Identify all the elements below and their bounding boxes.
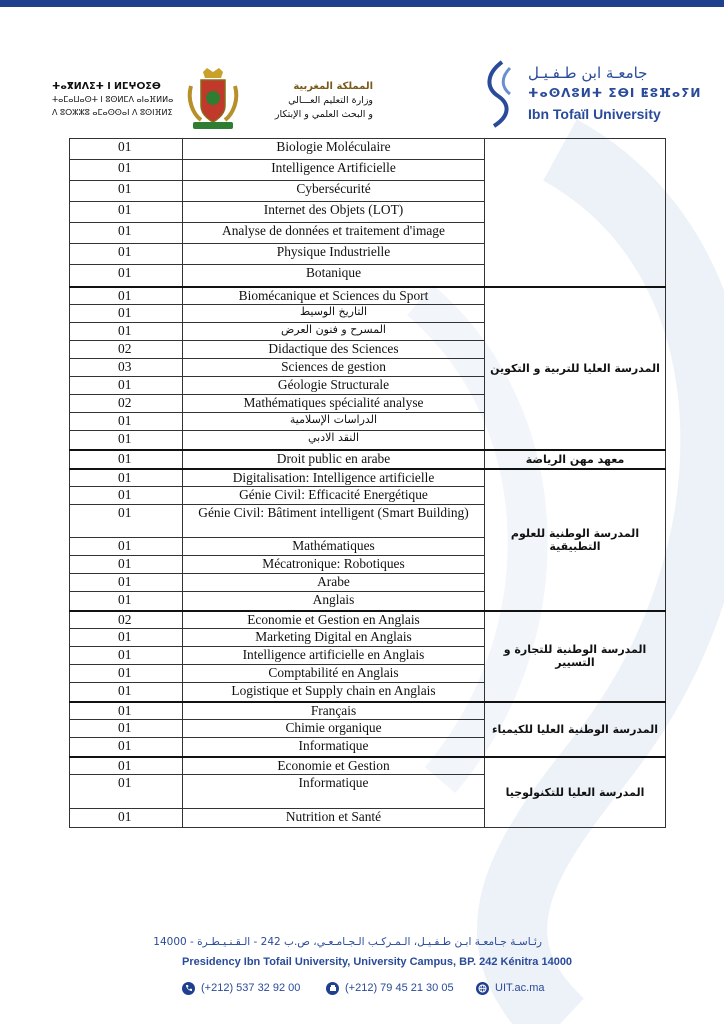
count-cell: 03 bbox=[70, 359, 183, 377]
count-cell: 01 bbox=[70, 757, 183, 775]
address-english: Presidency Ibn Tofail University, University Campus, BP. 242 Kénitra 14000 bbox=[182, 956, 573, 968]
program-cell: Comptabilité en Anglais bbox=[183, 665, 485, 683]
tifinagh-ministry: ⵜⴰⵎⴰⵡⴰⵙⵜ ⵏ ⵓⵙⵍⵎⴷ ⴰⵏⴰⴼⵍⵍⴰ bbox=[52, 95, 174, 104]
school-cell bbox=[485, 139, 666, 287]
table-row bbox=[70, 611, 666, 629]
program-cell: Géologie Structurale bbox=[183, 377, 485, 395]
table-row bbox=[70, 287, 666, 305]
table-row bbox=[70, 702, 666, 720]
globe-icon bbox=[476, 982, 489, 995]
phone-number: (+212) 537 32 92 00 bbox=[201, 982, 301, 994]
program-cell: Nutrition et Santé bbox=[183, 809, 485, 828]
count-cell: 01 bbox=[70, 244, 183, 265]
program-cell: Internet des Objets (LOT) bbox=[183, 202, 485, 223]
count-cell: 01 bbox=[70, 592, 183, 611]
program-cell: Intelligence artificielle en Anglais bbox=[183, 647, 485, 665]
count-cell: 01 bbox=[70, 775, 183, 809]
program-cell: النقد الادبي bbox=[183, 431, 485, 450]
program-cell: Didactique des Sciences bbox=[183, 341, 485, 359]
program-cell: Analyse de données et traitement d'image bbox=[183, 223, 485, 244]
school-cell: المدرسة الوطنية العليا للكيمياء bbox=[485, 702, 666, 757]
count-cell: 01 bbox=[70, 202, 183, 223]
program-cell: Economie et Gestion en Anglais bbox=[183, 611, 485, 629]
count-cell: 01 bbox=[70, 809, 183, 828]
tifinagh-kingdom: ⵜⴰⴳⵍⴷⵉⵜ ⵏ ⵍⵎⵖⵔⵉⴱ bbox=[52, 81, 161, 92]
program-cell: التاريخ الوسيط bbox=[183, 305, 485, 323]
fax-icon bbox=[326, 982, 339, 995]
count-cell: 01 bbox=[70, 647, 183, 665]
program-cell: Botanique bbox=[183, 265, 485, 287]
program-cell: Génie Civil: Efficacité Energétique bbox=[183, 487, 485, 505]
count-cell: 01 bbox=[70, 702, 183, 720]
count-cell: 01 bbox=[70, 487, 183, 505]
count-cell: 01 bbox=[70, 556, 183, 574]
table-row bbox=[70, 757, 666, 775]
program-cell: الدراسات الإسلامية bbox=[183, 413, 485, 431]
top-bar bbox=[0, 0, 724, 7]
school-cell: المدرسة العليا للتكنولوجيا bbox=[485, 757, 666, 828]
phone-contact bbox=[182, 980, 300, 996]
program-cell: Intelligence Artificielle bbox=[183, 160, 485, 181]
program-cell: Biomécanique et Sciences du Sport bbox=[183, 287, 485, 305]
count-cell: 01 bbox=[70, 139, 183, 160]
ministry-name-tifinagh bbox=[52, 80, 177, 119]
count-cell: 02 bbox=[70, 395, 183, 413]
program-cell: Chimie organique bbox=[183, 720, 485, 738]
count-cell: 01 bbox=[70, 323, 183, 341]
program-cell: Français bbox=[183, 702, 485, 720]
university-name-english: Ibn Tofaïl University bbox=[528, 106, 661, 122]
address-arabic: رئـاسـة جـامعـة ابـن طـفـيـل، الـمـركـب الـجـامـعـي، ص.ب 242 - الـقـنـيـطـرة - 14000 bbox=[153, 936, 542, 948]
count-cell: 01 bbox=[70, 450, 183, 469]
count-cell: 01 bbox=[70, 574, 183, 592]
count-cell: 01 bbox=[70, 413, 183, 431]
count-cell: 01 bbox=[70, 181, 183, 202]
program-cell: Biologie Moléculaire bbox=[183, 139, 485, 160]
program-cell: Informatique bbox=[183, 775, 485, 809]
program-cell: Arabe bbox=[183, 574, 485, 592]
count-cell: 02 bbox=[70, 341, 183, 359]
fax-number: (+212) 79 45 21 30 05 bbox=[345, 982, 454, 994]
program-cell: Sciences de gestion bbox=[183, 359, 485, 377]
positions-table bbox=[69, 138, 666, 828]
university-name-tifinagh: ⵜⴰⵙⴷⵓⵍⵜ ⵉⴱⵏ ⵟⵓⴼⴰⵢⵍ bbox=[528, 86, 702, 100]
school-cell: معهد مهن الرياضة bbox=[485, 450, 666, 469]
count-cell: 01 bbox=[70, 160, 183, 181]
count-cell: 01 bbox=[70, 223, 183, 244]
phone-icon bbox=[182, 982, 195, 995]
table-row bbox=[70, 139, 666, 160]
program-cell: Anglais bbox=[183, 592, 485, 611]
ibn-tofail-logo-icon bbox=[480, 58, 520, 130]
school-cell: المدرسة العليا للتربية و التكوين bbox=[485, 287, 666, 450]
count-cell: 01 bbox=[70, 665, 183, 683]
count-cell: 01 bbox=[70, 538, 183, 556]
table-row bbox=[70, 450, 666, 469]
university-logo bbox=[480, 58, 702, 130]
count-cell: 01 bbox=[70, 683, 183, 702]
program-cell: Physique Industrielle bbox=[183, 244, 485, 265]
program-cell: المسرح و فنون العرض bbox=[183, 323, 485, 341]
document-footer bbox=[0, 936, 724, 996]
count-cell: 01 bbox=[70, 720, 183, 738]
count-cell: 01 bbox=[70, 505, 183, 538]
count-cell: 01 bbox=[70, 377, 183, 395]
count-cell: 01 bbox=[70, 469, 183, 487]
coat-of-arms-icon bbox=[185, 66, 241, 132]
count-cell: 01 bbox=[70, 431, 183, 450]
school-cell: المدرسة الوطنية للعلوم التطبيقية bbox=[485, 469, 666, 611]
program-cell: Economie et Gestion bbox=[183, 757, 485, 775]
count-cell: 01 bbox=[70, 629, 183, 647]
count-cell: 01 bbox=[70, 738, 183, 757]
program-cell: Droit public en arabe bbox=[183, 450, 485, 469]
program-cell: Informatique bbox=[183, 738, 485, 757]
ministry-line: وزارة التعليم العـــالي bbox=[288, 95, 373, 106]
document-header bbox=[0, 58, 724, 138]
program-cell: Logistique et Supply chain en Anglais bbox=[183, 683, 485, 702]
tifinagh-research: ⴷ ⵓⵔⵣⵣⵓ ⴰⵎⴰⵙⵙⴰⵏ ⴷ ⵓⵙⵏⴼⵍⵉ bbox=[52, 108, 173, 117]
ministry-name-arabic bbox=[248, 80, 373, 122]
university-name-arabic: جامعـة ابن طـفـيـل bbox=[528, 64, 648, 82]
program-cell: Mathématiques bbox=[183, 538, 485, 556]
program-cell: Mathématiques spécialité analyse bbox=[183, 395, 485, 413]
program-cell: Génie Civil: Bâtiment intelligent (Smart Building) bbox=[183, 505, 485, 538]
count-cell: 01 bbox=[70, 287, 183, 305]
table-row bbox=[70, 469, 666, 487]
program-cell: Marketing Digital en Anglais bbox=[183, 629, 485, 647]
research-line: و البحث العلمي و الإبتكار bbox=[274, 109, 373, 120]
kingdom-line: المملكة المغربية bbox=[293, 81, 373, 92]
count-cell: 01 bbox=[70, 305, 183, 323]
program-cell: Mécatronique: Robotiques bbox=[183, 556, 485, 574]
school-cell: المدرسة الوطنية للتجارة و التسيير bbox=[485, 611, 666, 702]
website-link[interactable]: UIT.ac.ma bbox=[495, 982, 545, 994]
program-cell: Cybersécurité bbox=[183, 181, 485, 202]
count-cell: 01 bbox=[70, 265, 183, 287]
count-cell: 02 bbox=[70, 611, 183, 629]
program-cell: Digitalisation: Intelligence artificielle bbox=[183, 469, 485, 487]
website-contact[interactable] bbox=[476, 980, 545, 996]
fax-contact bbox=[326, 980, 454, 996]
